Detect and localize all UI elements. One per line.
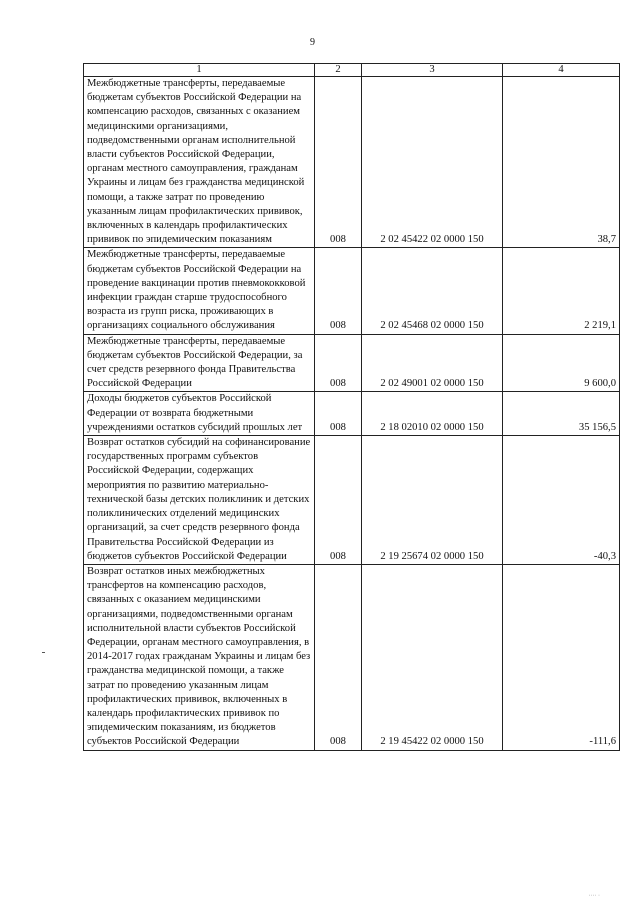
- table-body: [84, 77, 620, 751]
- table-row: [84, 334, 620, 392]
- row-description: Доходы бюджетов субъектов Российской Федерации от возврата бюджетными учреждениями остатков субсидий прошлых лет: [84, 392, 315, 436]
- table-header: [84, 64, 620, 77]
- row-budget-classification-code: 2 19 45422 02 0000 150: [362, 564, 503, 750]
- row-admin-code: 008: [315, 436, 362, 565]
- column-header-2: 2: [315, 64, 362, 77]
- column-header-1: 1: [84, 64, 315, 77]
- row-amount: 9 600,0: [503, 334, 620, 392]
- column-header-4: 4: [503, 64, 620, 77]
- row-description: Возврат остатков иных межбюджетных трансфертов на компенсацию расходов, связанных с оказанием медицинскими организациями, подведомственными органам исполнительной власти субъектов Российской Федерации, органам местного самоуправления, в 2014-2017 годах гражданам Украины и лицам без гражданства медицинской помощи, а также затрат по проведению указанным лицам профилактических прививок, включенных в календарь профилактических прививок по эпидемическим показаниям, из бюджетов субъектов Российской Федерации: [84, 564, 315, 750]
- scan-margin-mark: [42, 652, 45, 653]
- row-budget-classification-code: 2 02 49001 02 0000 150: [362, 334, 503, 392]
- row-description: Межбюджетные трансферты, передаваемые бюджетам субъектов Российской Федерации на компенсацию расходов, связанных с оказанием медицинскими организациями, подведомственными органам исполнительной власти субъектов Российской Федерации, органам местного самоуправления, гражданам Украины и лицам без гражданства медицинской помощи, а также затрат по проведению указанным лицам профилактических прививок, включенных в календарь профилактических прививок по эпидемическим показаниям: [84, 77, 315, 248]
- row-description: Возврат остатков субсидий на софинансирование государственных программ субъектов Российской Федерации, содержащих мероприятия по развитию материально-технической базы детских поликлиник и детских поликлинических отделений медицинских организаций, за счет средств резервного фонда Правительства Российской Федерации из бюджетов субъектов Российской Федерации: [84, 436, 315, 565]
- row-admin-code: 008: [315, 77, 362, 248]
- row-description: Межбюджетные трансферты, передаваемые бюджетам субъектов Российской Федерации на проведение вакцинации против пневмококковой инфекции граждан старше трудоспособного возраста из групп риска, проживающих в организациях социального обслуживания: [84, 248, 315, 334]
- table-row: [84, 436, 620, 565]
- row-admin-code: 008: [315, 392, 362, 436]
- table-row: [84, 77, 620, 248]
- row-description: Межбюджетные трансферты, передаваемые бюджетам субъектов Российской Федерации, за счет средств резервного фонда Правительства Российской Федерации: [84, 334, 315, 392]
- row-admin-code: 008: [315, 248, 362, 334]
- row-admin-code: 008: [315, 334, 362, 392]
- row-amount: 38,7: [503, 77, 620, 248]
- budget-table: [83, 63, 620, 751]
- row-amount: -111,6: [503, 564, 620, 750]
- table-row: [84, 392, 620, 436]
- corner-mark: ···· ·: [588, 893, 600, 899]
- row-budget-classification-code: 2 02 45422 02 0000 150: [362, 77, 503, 248]
- table-row: [84, 564, 620, 750]
- row-budget-classification-code: 2 18 02010 02 0000 150: [362, 392, 503, 436]
- row-amount: -40,3: [503, 436, 620, 565]
- row-admin-code: 008: [315, 564, 362, 750]
- page-number: 9: [310, 37, 315, 48]
- row-amount: 2 219,1: [503, 248, 620, 334]
- header-row: [84, 64, 620, 77]
- row-budget-classification-code: 2 02 45468 02 0000 150: [362, 248, 503, 334]
- table-row: [84, 248, 620, 334]
- row-amount: 35 156,5: [503, 392, 620, 436]
- column-header-3: 3: [362, 64, 503, 77]
- row-budget-classification-code: 2 19 25674 02 0000 150: [362, 436, 503, 565]
